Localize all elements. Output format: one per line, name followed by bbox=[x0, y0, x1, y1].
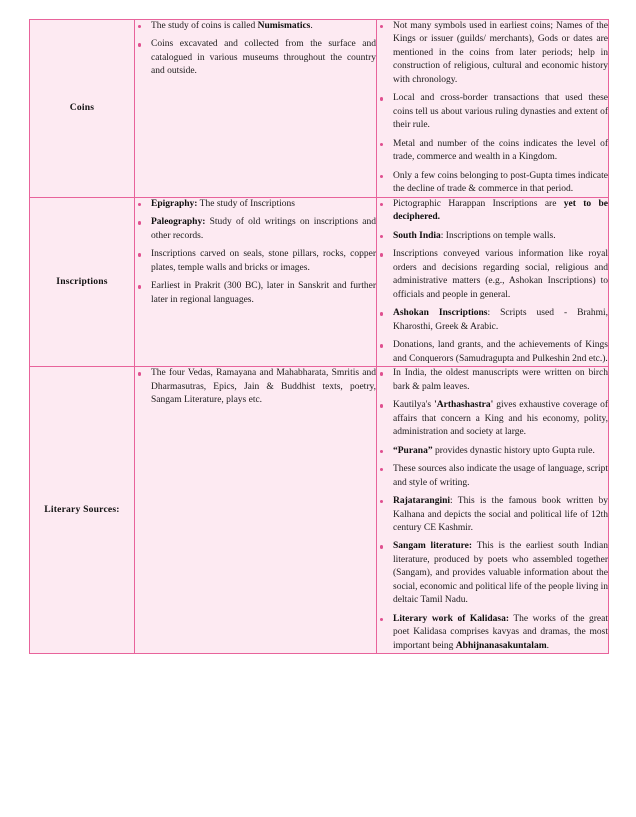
row-significance-coins bbox=[377, 20, 609, 198]
bullet-item: Donations, land grants, and the achievements of Kings and Conquerors (Samudragupta and Pulkeshin 2nd etc.). bbox=[377, 339, 608, 366]
bullet-item: In India, the oldest manuscripts were written on birch bark & palm leaves. bbox=[377, 367, 608, 394]
row-description-coins bbox=[135, 20, 377, 198]
row-label-literary-sources: Literary Sources: bbox=[30, 367, 135, 654]
bullet-item: Epigraphy: The study of Inscriptions bbox=[135, 198, 376, 211]
bullet-item: South India: Inscriptions on temple walls. bbox=[377, 230, 608, 243]
bullet-item: Ashokan Inscriptions: Scripts used - Brahmi, Kharosthi, Greek & Arabic. bbox=[377, 307, 608, 334]
table-row bbox=[30, 20, 609, 198]
bullet-item: Inscriptions conveyed various information like royal orders and decisions regarding social, religious and administrative matters (e.g., Ashokan Inscriptions) to officials and people in general. bbox=[377, 248, 608, 302]
row-description-literary-sources bbox=[135, 367, 377, 654]
bullet-list bbox=[377, 198, 608, 366]
bullet-item: Earliest in Prakrit (300 BC), later in Sanskrit and further later in regional languages. bbox=[135, 280, 376, 307]
row-label-coins: Coins bbox=[30, 20, 135, 198]
table-body bbox=[30, 20, 609, 654]
bullet-item: These sources also indicate the usage of language, script and style of writing. bbox=[377, 463, 608, 490]
bullet-list bbox=[135, 367, 376, 407]
bullet-item: The four Vedas, Ramayana and Mahabharata, Smritis and Dharmasutras, Epics, Jain & Buddhist texts, poetry, Sangam Literature, plays etc. bbox=[135, 367, 376, 407]
bullet-item: Inscriptions carved on seals, stone pillars, rocks, copper plates, temple walls and bricks or images. bbox=[135, 248, 376, 275]
bullet-list bbox=[135, 20, 376, 79]
row-significance-literary-sources bbox=[377, 367, 609, 654]
bullet-item: Pictographic Harappan Inscriptions are yet to be deciphered. bbox=[377, 198, 608, 225]
bullet-item: Paleography: Study of old writings on inscriptions and other records. bbox=[135, 216, 376, 243]
bullet-item: Coins excavated and collected from the surface and catalogued in various museums throughout the country and outside. bbox=[135, 38, 376, 78]
bullet-item: The study of coins is called Numismatics. bbox=[135, 20, 376, 33]
bullet-item: Sangam literature: This is the earliest south Indian literature, produced by poets who assembled together (Sangam), and provides valuable information about the social, economic and political life of the people living in deltaic Tamil Nadu. bbox=[377, 540, 608, 607]
bullet-item: Metal and number of the coins indicates the level of trade, commerce and wealth in a Kingdom. bbox=[377, 138, 608, 165]
table-row bbox=[30, 197, 609, 366]
bullet-item: Kautilya's 'Arthashastra' gives exhaustive coverage of affairs that concern a King and his economy, polity, administration and society at large. bbox=[377, 399, 608, 439]
sources-table bbox=[29, 19, 609, 654]
row-significance-inscriptions bbox=[377, 197, 609, 366]
table-row bbox=[30, 367, 609, 654]
bullet-list bbox=[377, 20, 608, 197]
bullet-item: Literary work of Kalidasa: The works of the great poet Kalidasa comprises kavyas and dramas, the most important being Abhijnanasakuntalam. bbox=[377, 613, 608, 653]
bullet-item: “Purana” provides dynastic history upto Gupta rule. bbox=[377, 445, 608, 458]
bullet-item: Local and cross-border transactions that used these coins tell us about various ruling dynasties and extent of their rule. bbox=[377, 92, 608, 132]
bullet-list bbox=[135, 198, 376, 307]
bullet-list bbox=[377, 367, 608, 653]
row-description-inscriptions bbox=[135, 197, 377, 366]
row-label-inscriptions: Inscriptions bbox=[30, 197, 135, 366]
bullet-item: Only a few coins belonging to post-Gupta times indicate the decline of trade & commerce in that period. bbox=[377, 170, 608, 197]
bullet-item: Rajatarangini: This is the famous book written by Kalhana and depicts the social and political life of 12th century CE Kashmir. bbox=[377, 495, 608, 535]
bullet-item: Not many symbols used in earliest coins; Names of the Kings or issuer (guilds/ merchants), Gods or dates are mentioned in the coins from later periods; help in construction of religious, cultural and economic history with chronology. bbox=[377, 20, 608, 87]
